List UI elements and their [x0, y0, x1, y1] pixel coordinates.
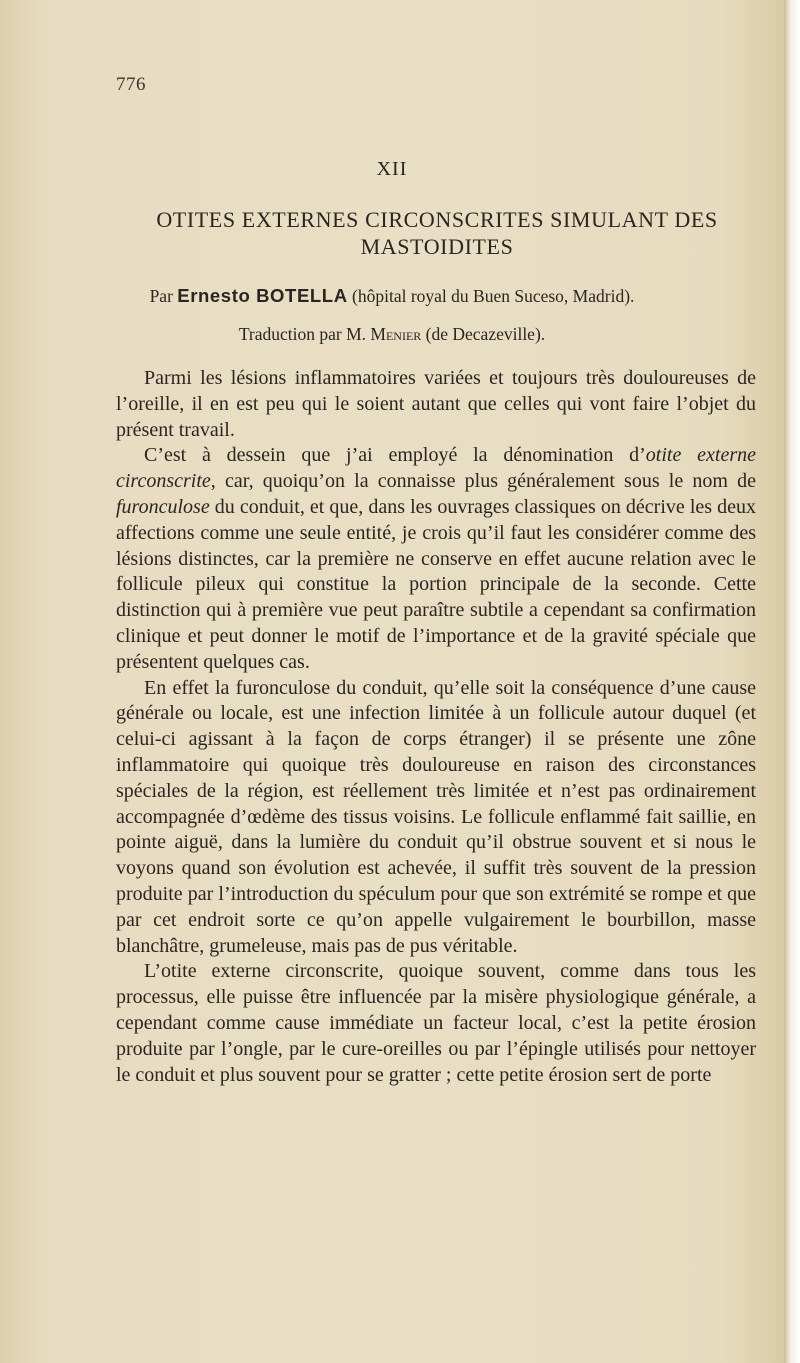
body-text: [116, 366, 756, 1088]
paragraph-1: Parmi les lésions inflammatoires variées et toujours très douloureuses de l’oreille, il en est peu qui le soient autant que celles qui vont faire l’objet du présent travail.: [116, 367, 756, 441]
byline: [0, 285, 784, 307]
paragraph-2-part-c: du conduit, et que, dans les ouvrages classiques on décrive les deux affections comme une seule entité, je crois qu’il faut les considérer comme des lésions distinctes, car la première ne conserve en effet aucune relation avec le follicule pileux qui constitue la portion principale de la seconde. Cette distinction qui à première vue peut paraître subtile a cependant sa confirmation clinique et peut donner le motif de l’importance et de la gravité spéciale que présentent quelques cas.: [116, 495, 756, 673]
byline-prefix: Par: [149, 286, 178, 306]
article-title: OTITES EXTERNES CIRCONSCRITES SIMULANT DES MASTOIDITES: [156, 207, 718, 259]
translation-prefix: Traduction par M.: [238, 324, 371, 344]
author-name: Ernesto BOTELLA: [177, 285, 348, 306]
term-furonculose: furonculose: [116, 495, 210, 518]
chapter-number: XII: [376, 158, 408, 180]
paragraph-2-part-b: , car, quoiqu’on la connaisse plus généralement sous le nom de: [210, 470, 756, 493]
translation-suffix: (de Decazeville).: [421, 324, 546, 344]
paragraph-4: L’otite externe circonscrite, quoique souvent, comme dans tous les processus, elle puisse être influencée par la misère physiologique générale, a cependant comme cause immédiate un facteur local, c’est la petite érosion produite par l’ongle, par le cure-oreilles ou par l’épingle utilisés pour nettoyer le conduit et plus souvent pour se gratter ; cette petite érosion sert de porte: [116, 960, 756, 1086]
translator-name: Menier: [370, 324, 422, 344]
page-number: 776: [116, 74, 146, 95]
author-affiliation: (hôpital royal du Buen Suceso, Madrid).: [347, 286, 635, 306]
term-otite-externe-circonscrite: otite externe circonscrite: [116, 444, 756, 493]
page-edge: [784, 0, 800, 1363]
paragraph-3: En effet la furonculose du conduit, qu’elle soit la conséquence d’une cause générale ou locale, est une infection limitée à un follicule autour duquel (et celui-ci agissant à la façon de corps étranger) il se présente une zône inflammatoire qui quoique très douloureuse en raison des circonstances spéciales de la région, est réellement très limitée et n’est pas ordinairement accompagnée d’œdème des tissus voisins. Le follicule enflammé fait saillie, en pointe aiguë, dans la lumière du conduit qu’il obstrue souvent et si nous le voyons quand son évolution est achevée, il suffit très souvent de la pression produite par l’introduction du spéculum pour que son extrémité se rompe et que par cet endroit sorte ce qu’on appelle vulgairement le bourbillon, masse blanchâtre, grumeleuse, mais pas de pus véritable.: [116, 676, 756, 957]
paragraph-2: [116, 443, 756, 675]
paragraph-2-part-a: C’est à dessein que j’ai employé la dénomination d’: [144, 444, 646, 467]
translation-credit: [0, 324, 784, 345]
